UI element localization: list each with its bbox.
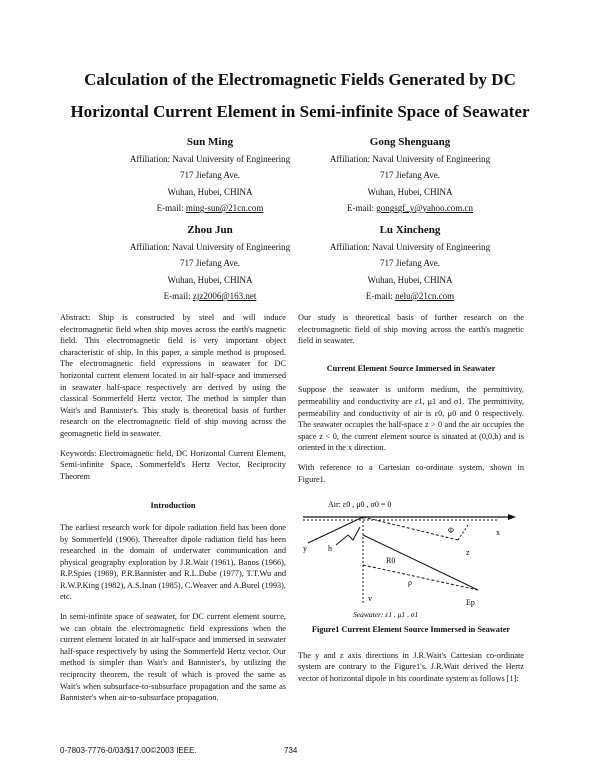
- author-street: 717 Jiefang Ave.: [179, 258, 241, 268]
- phi-drop-line: [458, 525, 468, 540]
- email-label: E-mail:: [346, 203, 374, 213]
- right-column: [298, 312, 524, 693]
- seawater-label: Seawater: ε1 , μ1 , σ1: [353, 610, 419, 620]
- rho-line: [363, 565, 478, 590]
- body-paragraph: Suppose the seawater is uniform medium, the permittivity, permeability and conductivity are ε1, μ1 and σ1. The permittivity, permeability and conductivity of air is ε0, μ0 and 0 respectively. The seawater occupies the half-space z > 0 and the air occupies the space z < 0, the current element source is situated at (0,0,h) and is oriented in the x direction.: [298, 385, 524, 453]
- r0-label: R0: [386, 556, 396, 566]
- intro-paragraph: The earliest research work for dipole radiation field has been done by Sommerfeld (1906). Thereafter dipole radiation field has been researched in the domain of underwater communication and physical geography exploration by J.R.Wait (1961), Banos (1966), R.P.Spies (1969), P.R.Bannister and R.L.Dube (1977), T.T.Wu and R.W.P.King (1982), A.S.Inan (1985), C.Weaver and A.Burel (1993), etc.: [60, 522, 287, 602]
- author-block: [295, 134, 525, 217]
- copyright-footer: 0-7803-7776-0/03/$17.00©2003 IEEE.: [60, 746, 197, 755]
- v-label: v: [368, 594, 372, 604]
- page-number: 734: [284, 746, 298, 755]
- title-line-2: Horizontal Current Element in Semi-infinite Space of Seawater: [70, 102, 530, 121]
- author-affiliation: Affiliation: Naval University of Engineering: [129, 241, 291, 252]
- author-email-link[interactable]: gongsgf_y@yahoo.com.cn: [376, 203, 474, 213]
- author-email-link[interactable]: nelu@21cn.com: [395, 291, 455, 301]
- body-paragraph: Our study is theoretical basis of further research on the electromagnetic field of ship moving across the earth's magnetic field in seawater.: [298, 313, 524, 346]
- z-label: z: [466, 548, 470, 558]
- author-city: Wuhan, Hubei, CHINA: [367, 274, 453, 285]
- email-label: E-mail:: [156, 203, 184, 213]
- figure-1-diagram: [298, 495, 524, 620]
- abstract: Abstract: Ship is constructed by steel and will induce electromagnetic field when ship moves across the earth's magnetic field. This electromagnetic field is very important object characteristic of ship. In this paper, a simple method is proposed. The electromagnetic field expressions in seawater for DC horizontal current element located in air half-space and immersed in seawater half-space respectively are derived by using the classical Sommerfeld Hertz vector. The method is simpler than Wait's and Bannister's. This study is theoretical basis of further research on the electromagnetic field of ship moving across the geomagnetic field in seawater.: [60, 313, 286, 438]
- author-affiliation: Affiliation: Naval University of Engineering: [129, 153, 291, 164]
- body-paragraph: With reference to a Cartesian co-ordinate system, shown in Figure1.: [298, 462, 524, 484]
- email-label: E-mail:: [365, 291, 393, 301]
- author-name: Gong Shenguang: [369, 136, 451, 148]
- author-affiliation: Affiliation: Naval University of Engineering: [329, 241, 491, 252]
- author-name: Sun Ming: [186, 136, 234, 148]
- author-block: [295, 222, 525, 305]
- ep-label: Ep: [466, 598, 475, 608]
- rho-label: ρ: [408, 578, 412, 588]
- author-name: Lu Xincheng: [379, 224, 441, 236]
- figure-caption: Figure1 Current Element Source Immersed in Seawater: [311, 625, 511, 635]
- author-affiliation: Affiliation: Naval University of Engineering: [329, 153, 491, 164]
- author-street: 717 Jiefang Ave.: [179, 170, 241, 180]
- author-street: 717 Jiefang Ave.: [379, 258, 441, 268]
- author-city: Wuhan, Hubei, CHINA: [167, 274, 253, 285]
- y-axis-line: [308, 517, 363, 543]
- title-line-1: Calculation of the Electromagnetic Fields Generated by DC: [84, 70, 516, 89]
- phi-label: Φ: [448, 526, 454, 536]
- author-city: Wuhan, Hubei, CHINA: [167, 186, 253, 197]
- author-email-link[interactable]: zjz2006@163.net: [192, 291, 257, 301]
- h-marker: [336, 527, 360, 545]
- section-heading-current-element: Current Element Source Immersed in Seawater: [326, 363, 496, 373]
- r0-line: [363, 535, 478, 590]
- y-label: y: [303, 544, 307, 554]
- author-block: [95, 134, 325, 217]
- author-street: 717 Jiefang Ave.: [379, 170, 441, 180]
- intro-paragraph: In semi-infinite space of seawater, for DC current element source, we can obtain the electromagnetic field expressions when the current element located in air half-space and immersed in seawater half-space respectively by using the Sommerfeld Hertz vector. Our method is simpler than Wait's and Bannister's, by utilizing the reciprocity theorem, the result of which is proved the same as Wait's when subsurface-to-subsurface propagation and the same as Bannister's when air-to-subsurface propagation.: [60, 612, 286, 703]
- email-label: E-mail:: [163, 291, 191, 301]
- keywords: Keywords: Electromagnetic field, DC Horizontal Current Element, Semi-infinite Space, Sommerfeld's Hertz Vector, Reciprocity Theorem: [60, 448, 286, 481]
- section-heading-introduction: Introduction: [150, 501, 196, 511]
- author-name: Zhou Jun: [187, 224, 233, 236]
- body-paragraph: The y and z axis directions in J.R.Wait's Cartesian co-ordinate system are contrary to the Figure1's. J.R.Wait derived the Hertz vector of horizontal dipole in his coordinate system as follows [1]:: [298, 650, 524, 683]
- author-city: Wuhan, Hubei, CHINA: [367, 186, 453, 197]
- air-label: Air: ε0 , μ0 , σ0 = 0: [328, 500, 392, 510]
- x-label: x: [496, 528, 500, 538]
- x-axis-arrow: [508, 514, 516, 520]
- author-block: [95, 222, 325, 305]
- author-email-link[interactable]: ming-sun@21cn.com: [185, 203, 264, 213]
- h-label: h: [328, 544, 332, 554]
- left-column: [60, 312, 286, 712]
